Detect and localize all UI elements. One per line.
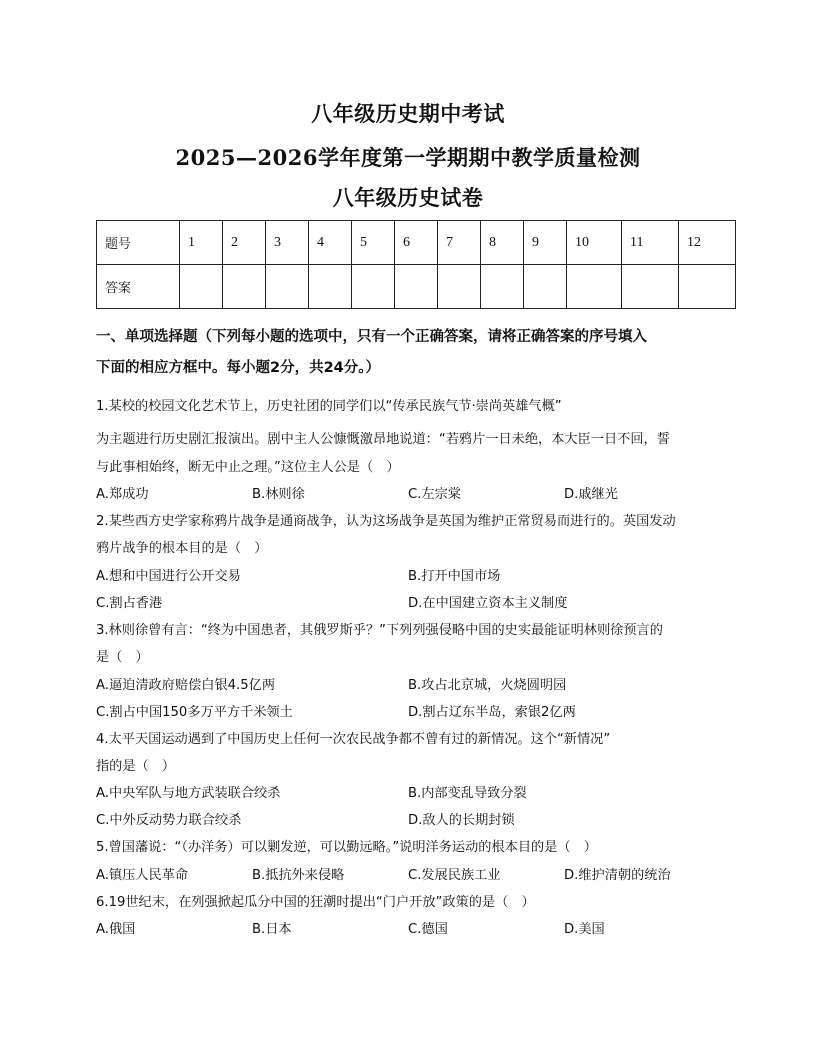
question-2-option-d[interactable]: D.在中国建立资本主义制度 bbox=[408, 596, 568, 611]
answer-cell[interactable] bbox=[266, 265, 309, 309]
question-1-option-a[interactable]: A.郑成功 bbox=[96, 487, 149, 502]
question-number-cell: 10 bbox=[567, 221, 622, 265]
question-number-row bbox=[97, 221, 736, 265]
question-number-cell: 3 bbox=[266, 221, 309, 265]
exam-title: 八年级历史期中考试 bbox=[311, 101, 505, 126]
question-3-text: 是（ ） bbox=[96, 650, 149, 665]
answer-cell[interactable] bbox=[481, 265, 524, 309]
question-5-text: 5.曾国藩说：“（办洋务）可以剿发逆，可以勤远略。”说明洋务运动的根本目的是（ ） bbox=[96, 840, 597, 855]
answer-cell[interactable] bbox=[180, 265, 223, 309]
section-heading-cont: 下面的相应方框中。每小题2分，共24分。） bbox=[96, 360, 381, 376]
question-6-option-d[interactable]: D.美国 bbox=[564, 922, 605, 937]
question-5-option-d[interactable]: D.维护清朝的统治 bbox=[564, 868, 671, 883]
question-number-cell: 1 bbox=[180, 221, 223, 265]
answer-cell[interactable] bbox=[622, 265, 679, 309]
answer-table bbox=[96, 220, 736, 309]
question-5-option-b[interactable]: B.抵抗外来侵略 bbox=[252, 868, 345, 883]
answer-cell[interactable] bbox=[679, 265, 736, 309]
answer-label: 答案 bbox=[97, 265, 180, 309]
question-1-text: 为主题进行历史剧汇报演出。剧中主人公慷慨激昂地说道：“若鸦片一日未绝，本大臣一日不回，誓 bbox=[96, 432, 670, 447]
question-6-option-b[interactable]: B.日本 bbox=[252, 922, 292, 937]
answer-cell[interactable] bbox=[567, 265, 622, 309]
question-2-text: 2.某些西方史学家称鸦片战争是通商战争，认为这场战争是英国为维护正常贸易而进行的。英国发动 bbox=[96, 514, 676, 529]
answer-cell[interactable] bbox=[524, 265, 567, 309]
answer-cell[interactable] bbox=[352, 265, 395, 309]
question-number-cell: 11 bbox=[622, 221, 679, 265]
question-1-text: 1.某校的校园文化艺术节上，历史社团的同学们以“传承民族气节·崇尚英雄气概” bbox=[96, 399, 562, 414]
answer-row bbox=[97, 265, 736, 309]
question-number-cell: 5 bbox=[352, 221, 395, 265]
question-3-option-a[interactable]: A.逼迫清政府赔偿白银4.5亿两 bbox=[96, 678, 276, 693]
question-number-cell: 12 bbox=[679, 221, 736, 265]
question-number-cell: 8 bbox=[481, 221, 524, 265]
question-3-option-c[interactable]: C.割占中国150多万平方千米领土 bbox=[96, 705, 293, 720]
question-2-option-a[interactable]: A.想和中国进行公开交易 bbox=[96, 569, 241, 584]
question-4-option-a[interactable]: A.中央军队与地方武装联合绞杀 bbox=[96, 786, 281, 801]
question-5-option-a[interactable]: A.镇压人民革命 bbox=[96, 868, 189, 883]
question-6-option-c[interactable]: C.德国 bbox=[408, 922, 448, 937]
question-1-option-b[interactable]: B.林则徐 bbox=[252, 487, 305, 502]
answer-cell[interactable] bbox=[223, 265, 266, 309]
question-1-option-d[interactable]: D.戚继光 bbox=[564, 487, 618, 502]
question-3-option-b[interactable]: B.攻占北京城，火烧圆明园 bbox=[408, 678, 567, 693]
question-4-option-b[interactable]: B.内部变乱导致分裂 bbox=[408, 786, 527, 801]
question-2-text: 鸦片战争的根本目的是（ ） bbox=[96, 541, 268, 556]
question-4-option-c[interactable]: C.中外反动势力联合绞杀 bbox=[96, 813, 242, 828]
question-4-option-d[interactable]: D.敌人的长期封锁 bbox=[408, 813, 515, 828]
paper-title: 八年级历史试卷 bbox=[332, 185, 484, 210]
question-number-cell: 7 bbox=[438, 221, 481, 265]
question-number-cell: 9 bbox=[524, 221, 567, 265]
answer-cell[interactable] bbox=[309, 265, 352, 309]
question-2-option-b[interactable]: B.打开中国市场 bbox=[408, 569, 501, 584]
question-number-label: 题号 bbox=[97, 221, 180, 265]
question-4-text: 指的是（ ） bbox=[96, 759, 176, 774]
answer-cell[interactable] bbox=[395, 265, 438, 309]
question-1-text: 与此事相始终，断无中止之理。”这位主人公是（ ） bbox=[96, 460, 400, 475]
question-4-text: 4.太平天国运动遇到了中国历史上任何一次农民战争都不曾有过的新情况。这个“新情况” bbox=[96, 732, 611, 747]
question-3-text: 3.林则徐曾有言：“终为中国患者，其俄罗斯乎？”下列列强侵略中国的史实最能证明林则徐预言的 bbox=[96, 623, 663, 638]
question-6-text: 6.19世纪末，在列强掀起瓜分中国的狂潮时提出“门户开放”政策的是（ ） bbox=[96, 895, 535, 910]
question-number-cell: 4 bbox=[309, 221, 352, 265]
question-2-option-c[interactable]: C.割占香港 bbox=[96, 596, 163, 611]
question-1-option-c[interactable]: C.左宗棠 bbox=[408, 487, 461, 502]
question-5-option-c[interactable]: C.发展民族工业 bbox=[408, 868, 501, 883]
question-6-option-a[interactable]: A.俄国 bbox=[96, 922, 136, 937]
question-number-cell: 2 bbox=[223, 221, 266, 265]
question-number-cell: 6 bbox=[395, 221, 438, 265]
answer-cell[interactable] bbox=[438, 265, 481, 309]
question-3-option-d[interactable]: D.割占辽东半岛，索银2亿两 bbox=[408, 705, 576, 720]
exam-subtitle: 2025—2026学年度第一学期期中教学质量检测 bbox=[175, 145, 641, 170]
section-heading: 一、单项选择题（下列每小题的选项中，只有一个正确答案，请将正确答案的序号填入 bbox=[96, 329, 647, 345]
